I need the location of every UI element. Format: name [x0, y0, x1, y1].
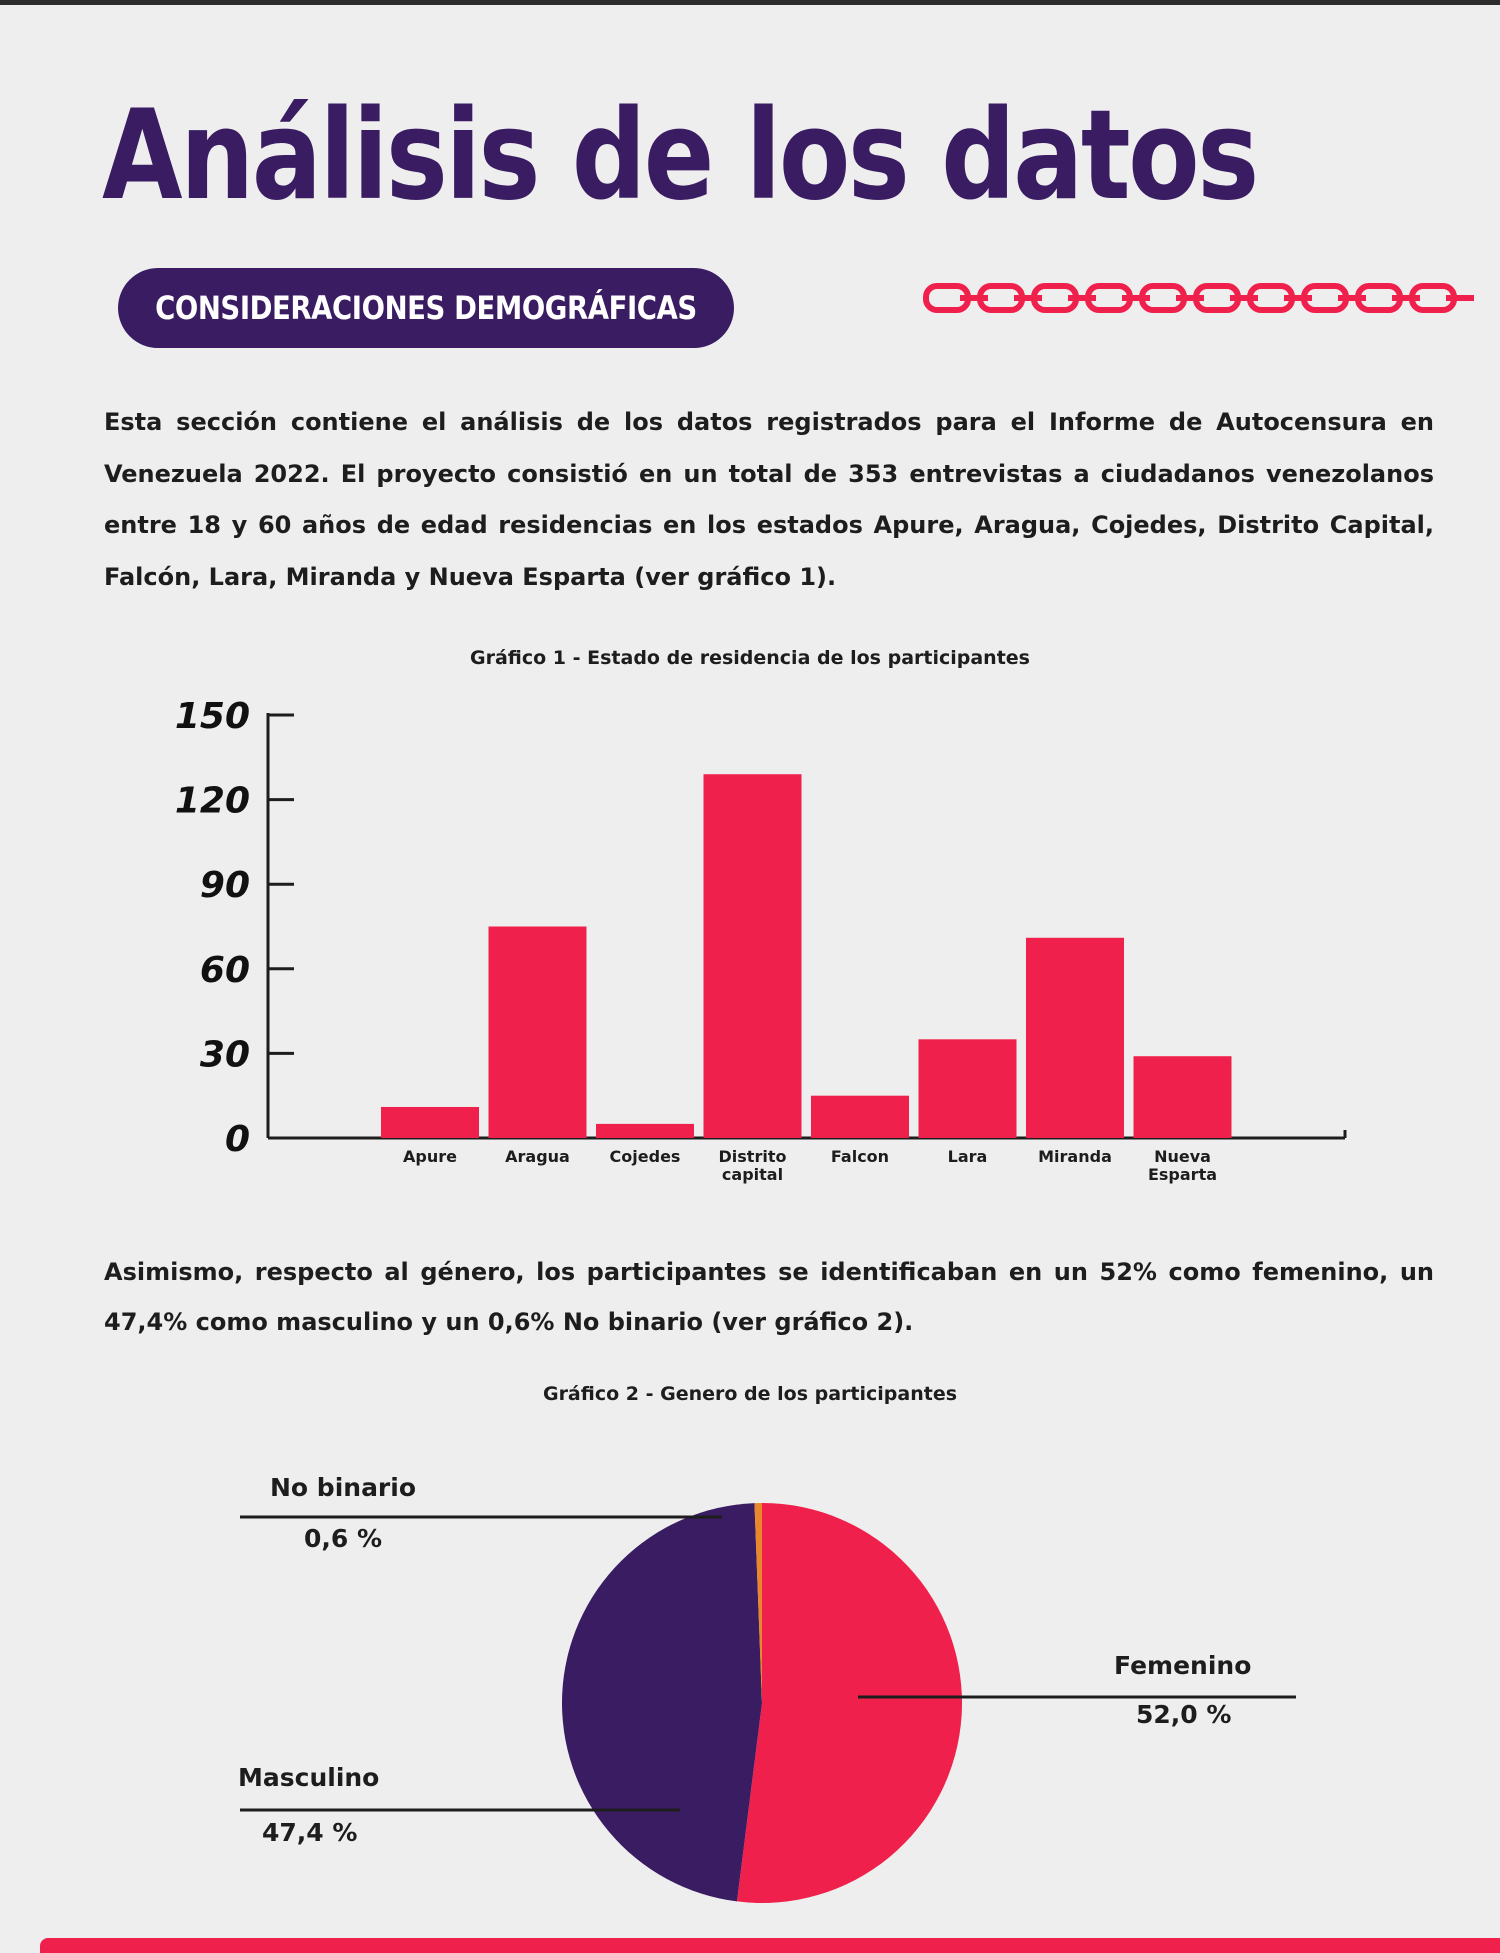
pie-slice: [737, 1503, 962, 1903]
pie-slice: [754, 1503, 762, 1703]
pie-value-femenino: 52,0 %: [1136, 1700, 1232, 1729]
section-label-text: CONSIDERACIONES DEMOGRÁFICAS: [155, 289, 697, 327]
x-tick-label: Apure: [403, 1147, 457, 1166]
bar: [596, 1124, 694, 1138]
y-tick-label: 90: [199, 865, 250, 907]
chain-decoration-icon: [920, 280, 1500, 316]
chart2-title: Gráfico 2 - Genero de los participantes: [542, 1383, 958, 1405]
pie-label-no-binario: No binario: [270, 1473, 417, 1502]
x-tick-label: Lara: [947, 1147, 988, 1166]
top-border: [0, 0, 1500, 5]
x-tick-label: Miranda: [1038, 1147, 1112, 1166]
x-tick-label: Falcon: [830, 1147, 890, 1166]
chart1-title: Gráfico 1 - Estado de residencia de los participantes: [470, 647, 1030, 669]
pie-value-no-binario: 0,6 %: [304, 1524, 383, 1553]
section-label: [118, 268, 734, 348]
bottom-border: [40, 1938, 1500, 1953]
page-title: Análisis de los datos: [102, 84, 1257, 228]
bar: [919, 1039, 1017, 1138]
x-tick-label: Aragua: [505, 1147, 570, 1166]
bar: [1134, 1056, 1232, 1138]
y-tick-label: 30: [199, 1034, 250, 1076]
bar: [811, 1096, 909, 1138]
x-tick-label: Nueva: [1154, 1147, 1211, 1166]
bar: [704, 774, 802, 1138]
x-tick-label: Cojedes: [609, 1147, 681, 1166]
x-tick-label: Distrito: [718, 1147, 787, 1166]
intro-paragraph: Esta sección contiene el análisis de los datos registrados para el Informe de Autocensura en Venezuela 2022. El proyecto consistió en un total de 353 entrevistas a ciudadanos venezolanos entre 18 y 60 años de edad residencias en los estados Apure, Aragua, Cojedes, Distrito Capital, Falcón, Lara, Miranda y Nueva Esparta (ver gráfico 1).: [104, 408, 1434, 591]
y-tick-label: 120: [174, 780, 250, 822]
gender-paragraph: Asimismo, respecto al género, los participantes se identificaban en un 52% como femenino, un 47,4% como masculino y un 0,6% No binario (ver gráfico 2).: [104, 1258, 1434, 1336]
pie-label-masculino: Masculino: [238, 1763, 380, 1792]
bar: [489, 927, 587, 1139]
x-tick-label: capital: [721, 1165, 784, 1184]
pie-slice: [562, 1503, 762, 1901]
y-tick-label: 60: [199, 949, 250, 991]
y-tick-label: 150: [174, 696, 250, 737]
x-tick-label: Esparta: [1147, 1165, 1218, 1184]
y-tick-label: 0: [224, 1119, 250, 1160]
pie-label-femenino: Femenino: [1114, 1651, 1252, 1680]
pie-value-masculino: 47,4 %: [262, 1818, 358, 1847]
bar: [1026, 938, 1124, 1138]
bar: [381, 1107, 479, 1138]
